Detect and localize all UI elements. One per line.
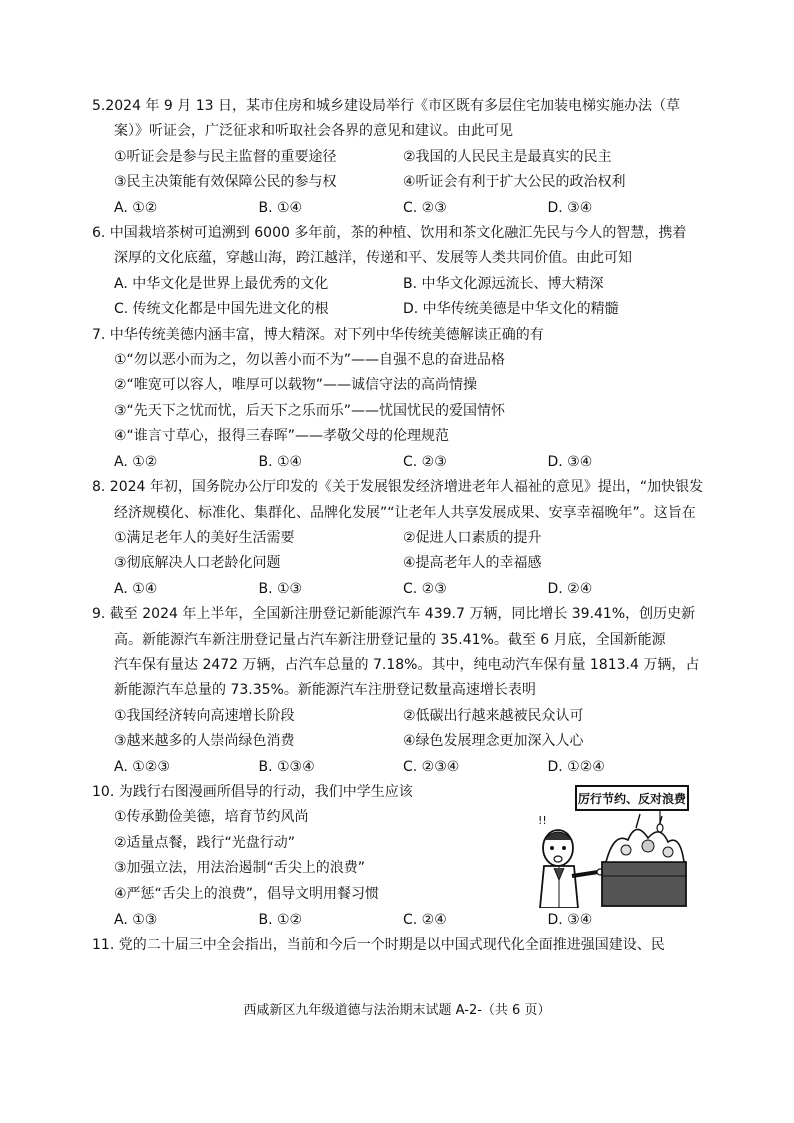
option-c: C. ②③④ — [403, 758, 460, 775]
statement-2: ②我国的人民民主是最真实的民主 — [403, 148, 612, 165]
cartoon-illustration — [532, 784, 690, 908]
option-a: A. ①④ — [114, 580, 158, 597]
question-6-options-row-1 — [92, 272, 692, 297]
question-9-stem-line-4: 新能源汽车总量的 73.35%。新能源汽车注册登记数量高速增长表明 — [114, 682, 536, 699]
page-footer: 西咸新区九年级道德与法治期末试题 A-2-（共 6 页） — [243, 1003, 551, 1018]
option-d: D. ②④ — [547, 580, 593, 597]
question-10 — [92, 780, 692, 933]
question-8-options — [92, 577, 692, 602]
question-9 — [92, 602, 700, 780]
option-a: A. ①② — [114, 199, 158, 216]
question-9-statements-row-2 — [92, 729, 692, 754]
question-9-options — [92, 755, 692, 780]
question-8-statements-row-2 — [92, 551, 692, 576]
option-d: D. ①②④ — [547, 758, 605, 775]
statement-3: ③越来越多的人崇尚绿色消费 — [114, 733, 295, 750]
svg-text:!!: !! — [538, 813, 547, 827]
statement-3: ③“先天下之忧而忧，后天下之乐而乐”——忧国忧民的爱国情怀 — [114, 402, 506, 419]
option-a: A. ①② — [114, 453, 158, 470]
question-10-options — [92, 908, 692, 933]
question-8-stem-line-1: 8. 2024 年初，国务院办公厅印发的《关于发展银发经济增进老年人福祉的意见》提出，“加快银发 — [92, 479, 704, 496]
option-b: B. ①④ — [258, 453, 303, 470]
option-a: A. ①②③ — [114, 758, 170, 775]
option-c: C. 传统文化都是中国先进文化的根 — [114, 301, 329, 318]
statement-1: ①“勿以恶小而为之，勿以善小而不为”——自强不息的奋进品格 — [114, 352, 506, 369]
question-10-stem: 10. 为践行右图漫画所倡导的行动，我们中学生应该 — [92, 783, 413, 800]
option-d: D. ③④ — [547, 911, 593, 928]
question-5-options — [92, 196, 692, 221]
statement-4: ④“谁言寸草心，报得三春晖”——孝敬父母的伦理规范 — [114, 428, 450, 445]
cartoon-sign-text: 厉行节约、反对浪费 — [577, 791, 687, 806]
statement-2: ②“唯宽可以容人，唯厚可以载物”——诚信守法的高尚情操 — [114, 377, 478, 394]
question-5-stem-line-2: 案）》听证会，广泛征求和听取社会各界的意见和建议。由此可见 — [114, 123, 513, 140]
question-5-statements-row-2 — [92, 170, 692, 195]
cartoon-image — [532, 784, 690, 908]
question-6 — [92, 221, 692, 323]
option-c: C. ②③ — [403, 580, 447, 597]
statement-3: ③加强立法，用法治遏制“舌尖上的浪费” — [114, 860, 366, 877]
option-c: C. ②③ — [403, 199, 447, 216]
question-5-statements-row-1 — [92, 145, 692, 170]
statement-3: ③彻底解决人口老龄化问题 — [114, 555, 281, 572]
option-d: D. 中华传统美德是中华文化的精髓 — [403, 301, 619, 318]
statement-4: ④提高老年人的幸福感 — [403, 555, 542, 572]
option-b: B. ①② — [258, 911, 303, 928]
option-b: B. ①③ — [258, 580, 303, 597]
statement-2: ②促进人口素质的提升 — [403, 529, 542, 546]
question-9-stem-line-2: 高。新能源汽车新注册登记量占汽车新注册登记量的 35.41%。截至 6 月底，全国新能源 — [114, 631, 666, 648]
question-9-stem-line-1: 9. 截至 2024 年上半年，全国新注册登记新能源汽车 439.7 万辆，同比增长 39.41%，创历史新 — [92, 606, 696, 623]
question-5 — [92, 94, 692, 221]
option-d: D. ③④ — [547, 199, 593, 216]
question-list — [92, 94, 704, 959]
question-9-statements-row-1 — [92, 704, 692, 729]
statement-2: ②低碳出行越来越被民众认可 — [403, 707, 584, 724]
question-6-stem-line-1: 6. 中国栽培茶树可追溯到 6000 多年前，茶的种植、饮用和茶文化融汇先民与今人的智慧，携着 — [92, 225, 687, 242]
statement-1: ①听证会是参与民主监督的重要途径 — [114, 148, 337, 165]
statement-2: ②适量点餐，践行“光盘行动” — [114, 834, 296, 851]
statement-4: ④严惩“舌尖上的浪费”，倡导文明用餐习惯 — [114, 885, 380, 902]
option-a: A. ①③ — [114, 911, 158, 928]
question-8 — [92, 475, 704, 602]
statement-1: ①满足老年人的美好生活需要 — [114, 529, 295, 546]
question-11-stem: 11. 党的二十届三中全会指出，当前和今后一个时期是以中国式现代化全面推进强国建设、民 — [92, 937, 665, 954]
option-c: C. ②③ — [403, 453, 447, 470]
question-8-statements-row-1 — [92, 526, 692, 551]
question-5-stem-line-1: 5.2024 年 9 月 13 日，某市住房和城乡建设局举行《市区既有多层住宅加装电梯实施办法（草 — [92, 98, 680, 114]
statement-3: ③民主决策能有效保障公民的参与权 — [114, 174, 337, 191]
option-d: D. ③④ — [547, 453, 593, 470]
question-8-stem-line-2: 经济规模化、标准化、集群化、品牌化发展”“让老年人共享发展成果、安享幸福晚年”。这旨在 — [114, 504, 696, 521]
option-a: A. 中华文化是世界上最优秀的文化 — [114, 275, 329, 292]
question-6-stem-line-2: 深厚的文化底蕴，穿越山海，跨江越洋，传递和平、发展等人类共同价值。由此可知 — [114, 250, 632, 267]
question-10-body — [92, 780, 692, 908]
statement-4: ④听证会有利于扩大公民的政治权利 — [403, 174, 626, 191]
option-b: B. ①③④ — [258, 758, 315, 775]
question-11 — [92, 933, 692, 958]
statement-1: ①我国经济转向高速增长阶段 — [114, 707, 295, 724]
option-b: B. 中华文化源远流长、博大精深 — [403, 275, 604, 292]
option-c: C. ②④ — [403, 911, 447, 928]
question-10-text — [92, 780, 532, 908]
question-6-options-row-2 — [92, 297, 692, 322]
statement-1: ①传承勤俭美德，培育节约风尚 — [114, 809, 309, 826]
question-7 — [92, 323, 692, 475]
statement-4: ④绿色发展理念更加深入人心 — [403, 733, 584, 750]
question-7-stem: 7. 中华传统美德内涵丰富，博大精深。对下列中华传统美德解读正确的有 — [92, 326, 544, 343]
option-b: B. ①④ — [258, 199, 303, 216]
question-9-stem-line-3: 汽车保有量达 2472 万辆，占汽车总量的 7.18%。其中，纯电动汽车保有量 1813.4 万辆，占 — [114, 656, 700, 673]
question-7-options — [92, 450, 692, 475]
